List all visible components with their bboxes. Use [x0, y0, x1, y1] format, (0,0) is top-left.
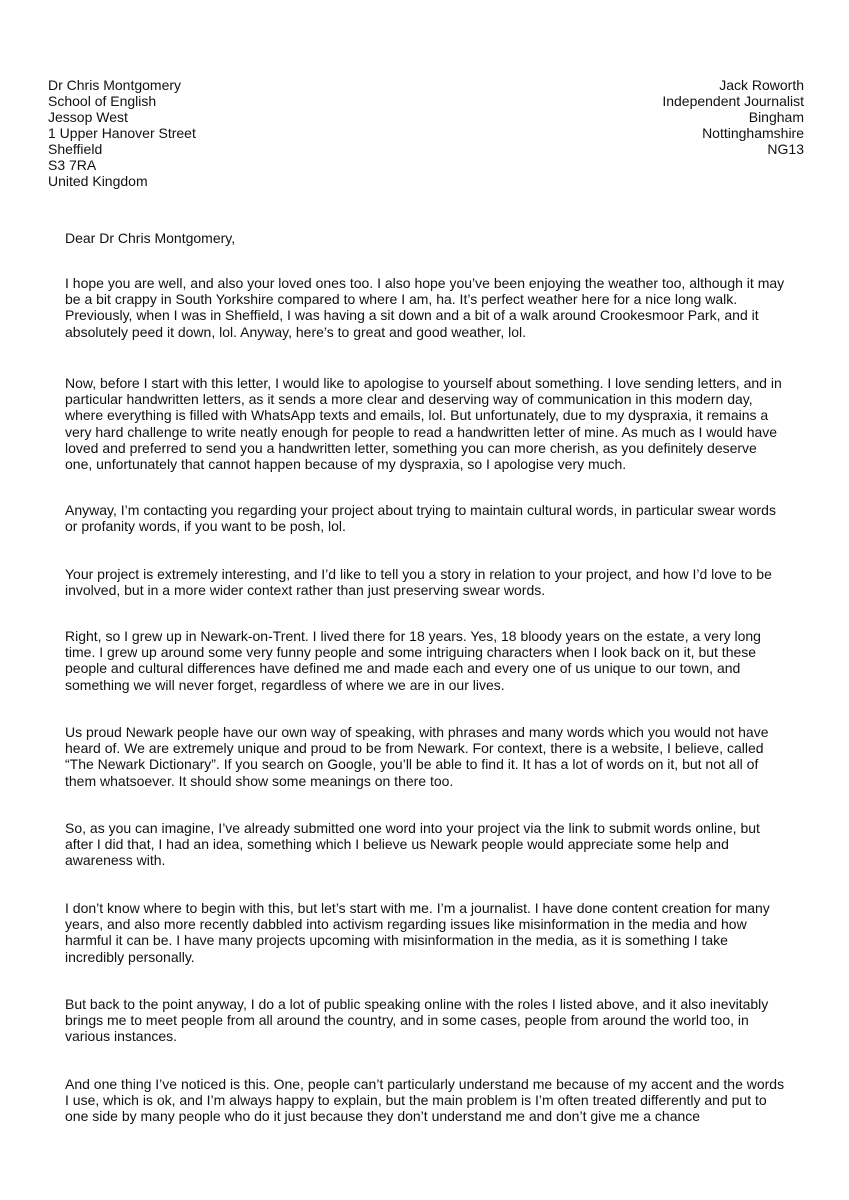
letter-paragraph: And one thing I’ve noticed is this. One, people can’t particularly understand me because of my accent and the words I use, which is ok, and I’m always happy to explain, but the main problem is I’m often treated differently and put to one side by many people who do it just because they don’t understand me and don’t give me a chance	[65, 1076, 785, 1125]
recipient-postcode: S3 7RA	[48, 157, 97, 173]
recipient-name: Dr Chris Montgomery	[48, 77, 182, 93]
recipient-street: 1 Upper Hanover Street	[48, 125, 196, 141]
letter-paragraph: So, as you can imagine, I’ve already submitted one word into your project via the link to submit words online, but after I did that, I had an idea, something which I believe us Newark people would appreciate some help and awareness with.	[65, 820, 760, 869]
sender-role: Independent Journalist	[662, 93, 804, 109]
letter-paragraph: I don’t know where to begin with this, but let’s start with me. I’m a journalist. I have done content creation for many years, and also more recently dabbled into activism regarding issues like misinformation in the media and how harmful it can be. I have many projects upcoming with misinformation in the media, as it is something I take incredibly personally.	[65, 900, 770, 965]
letter-paragraph: Right, so I grew up in Newark-on-Trent. I lived there for 18 years. Yes, 18 bloody years on the estate, a very long time. I grew up around some very funny people and some intriguing characters when I look back on it, but these people and cultural differences have defined me and made each and every one of us unique to our town, and something we will never forget, regardless of where we are in our lives.	[65, 628, 761, 693]
sender-address	[504, 77, 804, 157]
salutation: Dear Dr Chris Montgomery,	[65, 230, 236, 246]
letter-paragraph: Anyway, I’m contacting you regarding your project about trying to maintain cultural words, in particular swear words or profanity words, if you want to be posh, lol.	[65, 502, 776, 535]
letter-paragraph: But back to the point anyway, I do a lot of public speaking online with the roles I listed above, and it also inevitably brings me to meet people from all around the country, and in some cases, people from around the world too, in various instances.	[65, 996, 769, 1045]
recipient-address	[48, 77, 348, 189]
letter-paragraph: Your project is extremely interesting, and I’d like to tell you a story in relation to your project, and how I’d love to be involved, but in a more wider context rather than just preserving swear words.	[65, 566, 772, 599]
recipient-city: Sheffield	[48, 141, 103, 157]
recipient-country: United Kingdom	[48, 173, 148, 189]
letter-paragraph: Us proud Newark people have our own way of speaking, with phrases and many words which you would not have heard of. We are extremely unique and proud to be from Newark. For context, there is a website, I believe, called “The Newark Dictionary”. If you search on Google, you’ll be able to find it. It has a lot of words on it, but not all of them whatsoever. It should show some meanings on there too.	[65, 724, 769, 789]
sender-town: Bingham	[748, 109, 804, 125]
sender-name: Jack Roworth	[719, 77, 804, 93]
recipient-department: School of English	[48, 93, 157, 109]
letter-paragraph: I hope you are well, and also your loved ones too. I also hope you’ve been enjoying the weather too, although it may be a bit crappy in South Yorkshire compared to where I am, ha. It’s perfect weather here for a nice long walk. Previously, when I was in Sheffield, I was having a sit down and a bit of a walk around Crookesmoor Park, and it absolutely peed it down, lol. Anyway, here’s to great and good weather, lol.	[65, 275, 785, 340]
letter-paragraph: Now, before I start with this letter, I would like to apologise to yourself about something. I love sending letters, and in particular handwritten letters, as it sends a more clear and deserving way of communication in this modern day, where everything is filled with WhatsApp texts and emails, lol. But unfortunately, due to my dyspraxia, it remains a very hard challenge to write neatly enough for people to read a handwritten letter of mine. As much as I would have loved and preferred to send you a handwritten letter, something you can more cherish, as you definitely deserve one, unfortunately that cannot happen because of my dyspraxia, so I apologise very much.	[65, 375, 782, 473]
recipient-building: Jessop West	[48, 109, 128, 125]
sender-postcode: NG13	[767, 141, 804, 157]
sender-county: Nottinghamshire	[702, 125, 804, 141]
